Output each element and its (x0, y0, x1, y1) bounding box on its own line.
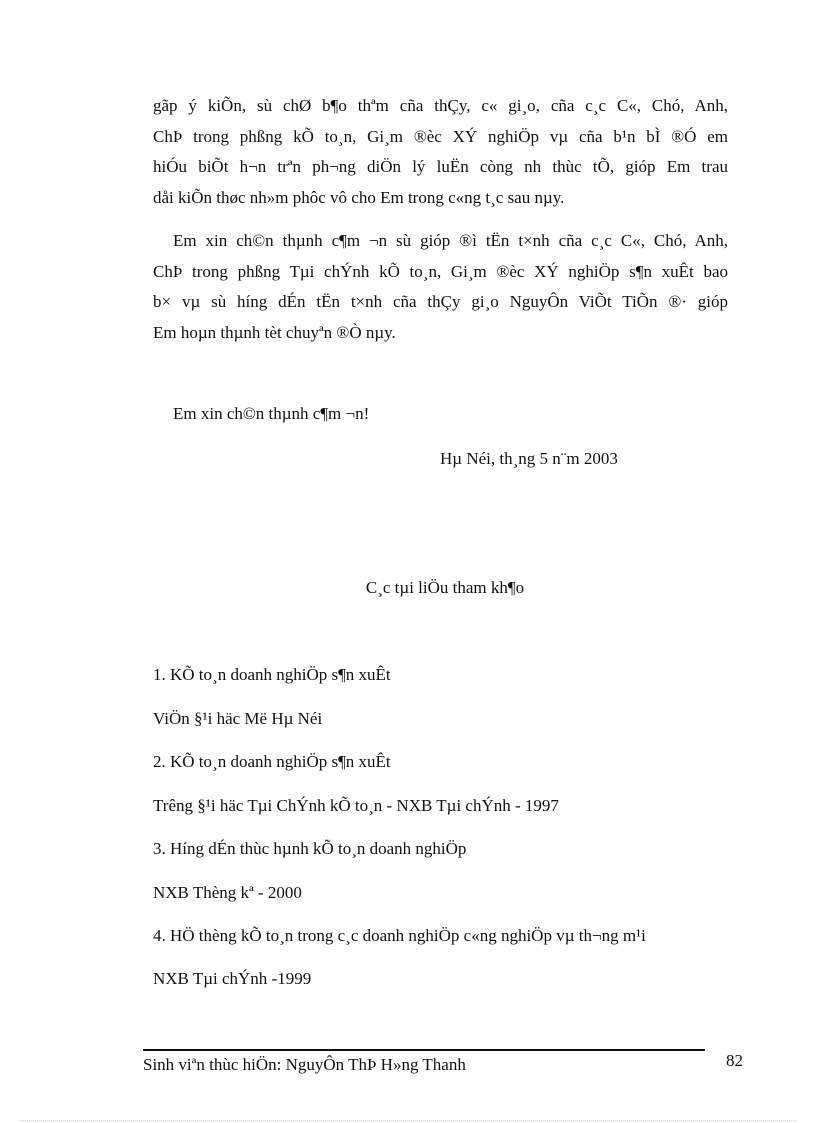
text-line: Em xin ch©n thµnh c¶m ¬n sù gióp ®ì tËn t×nh cña c¸c C«, Chó, Anh, (173, 231, 728, 250)
reference-item: Trêng §¹i häc Tµi ChÝnh kÕ to¸n - NXB Tµi chÝnh - 1997 (153, 796, 559, 815)
text-line: ChÞ trong phßng kÕ to¸n, Gi¸m ®èc XÝ nghiÖp vµ cña b¹n bÌ ®Ó em (153, 126, 728, 146)
footer-divider (143, 1049, 705, 1051)
page-edge-divider (20, 1120, 796, 1122)
acknowledgement-paragraph-1 (153, 91, 728, 213)
text-line: b× vµ sù híng dÉn tËn t×nh cña thÇy gi¸o NguyÔn ViÕt TiÕn ®· gióp (153, 292, 728, 311)
reference-item: 2. KÕ to¸n doanh nghiÖp s¶n xuÊt (153, 752, 391, 771)
reference-item: NXB Tµi chÝnh -1999 (153, 969, 312, 988)
footer-author: Sinh viªn thùc hiÖn: NguyÔn ThÞ H»ng Thanh (143, 1055, 466, 1074)
text-line: dåi kiÕn thøc nh»m phôc vô cho Em trong c«ng t¸c sau nµy. (153, 187, 565, 207)
references-title: C¸c tµi liÖu tham kh¶o (365, 578, 525, 597)
reference-item: 3. Híng dÉn thùc hµnh kÕ to¸n doanh nghiÖp (153, 839, 467, 858)
reference-item: 4. HÖ thèng kÕ to¸n trong c¸c doanh nghiÖp c«ng nghiÖp vµ th¬ng m¹i (153, 926, 646, 945)
text-line: ChÞ trong phßng Tµi chÝnh kÕ to¸n, Gi¸m ®èc XÝ nghiÖp s¶n xuÊt bao (153, 261, 728, 281)
text-line: gãp ý kiÕn, sù chØ b¶o thªm cña thÇy, c« gi¸o, cña c¸c C«, Chó, Anh, (153, 96, 728, 115)
closing-thanks: Em xin ch©n thµnh c¶m ¬n! (173, 404, 370, 423)
acknowledgement-paragraph-2 (153, 226, 728, 348)
reference-item: NXB Thèng kª - 2000 (153, 883, 302, 902)
text-line: hiÓu biÕt h¬n trªn ph¬ng diÖn lý luËn còng nh thùc tÕ, gióp Em trau (153, 157, 728, 176)
place-date: Hµ Néi, th¸ng 5 n¨m 2003 (440, 449, 618, 468)
reference-item: 1. KÕ to¸n doanh nghiÖp s¶n xuÊt (153, 665, 391, 684)
reference-item: ViÖn §¹i häc Më Hµ Néi (153, 709, 323, 728)
text-line: Em hoµn thµnh tèt chuyªn ®Ò nµy. (153, 322, 396, 342)
page-number: 82 (726, 1051, 743, 1070)
